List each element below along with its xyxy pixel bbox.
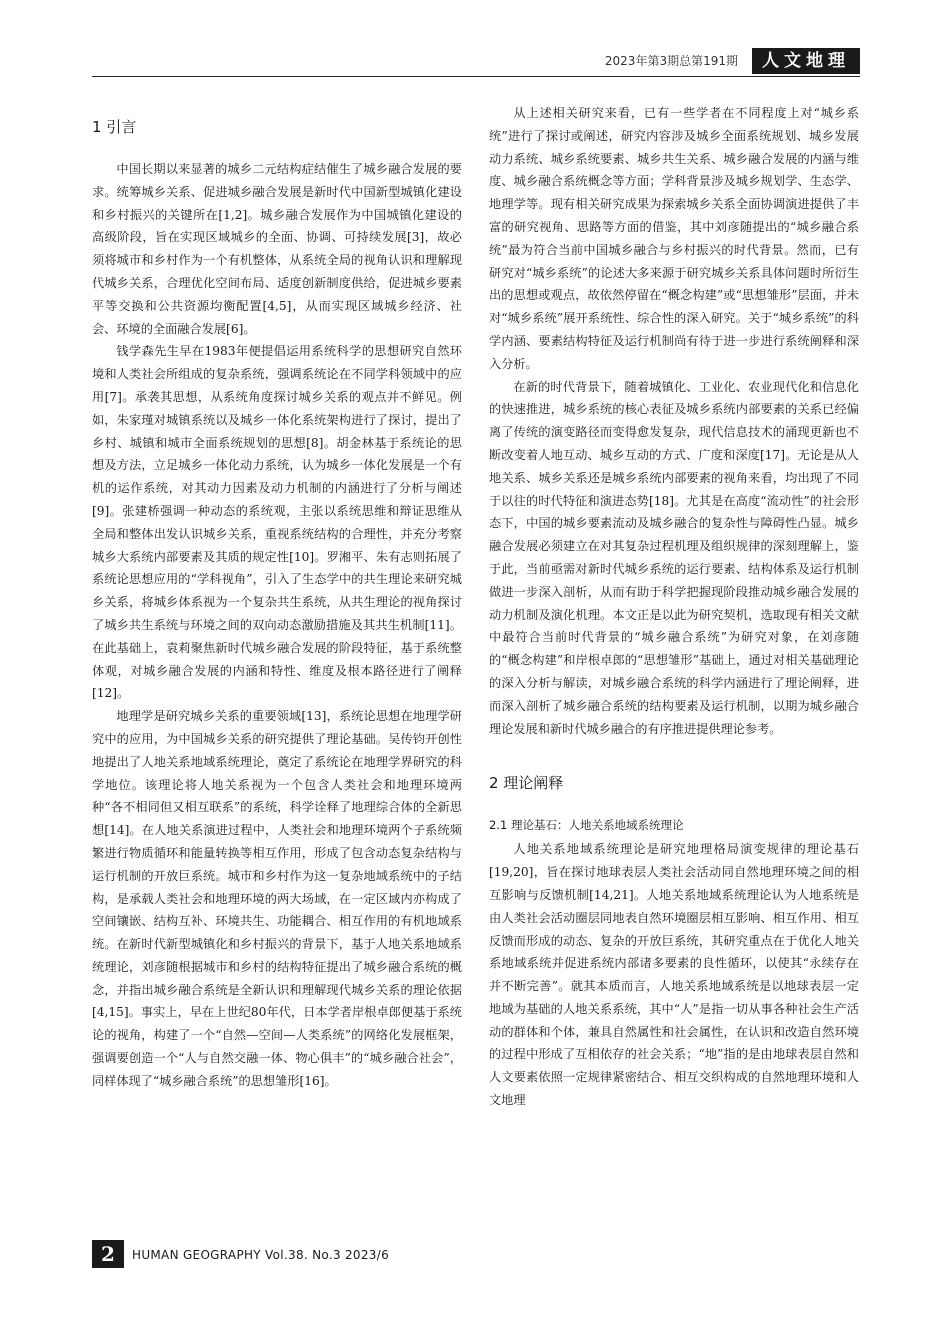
body-paragraph: 在新的时代背景下，随着城镇化、工业化、农业现代化和信息化的快速推进，城乡系统的核心表征及城乡系统内部要素的关系已经偏离了传统的演变路径而变得愈发复杂，现代信息技术的涌现更新也不断改变着人地互动、城乡互动的方式、广度和深度[17]。无论是从人地关系、城乡关系还是城乡系统内部要素的视角来看，均出现了不同于以往的时代特征和演进态势[18]。尤其是在高度“流动性”的社会形态下，中国的城乡要素流动及城乡融合的复杂性与障碍性凸显。城乡融合发展必须建立在对其复杂过程机理及组织规律的深刻理解上，鉴于此，当前亟需对新时代城乡系统的运行要素、结构体系及运行机制做进一步深入剖析，从而有助于科学把握现阶段推动城乡融合发展的动力机制及演化机理。本文正是以此为研究契机，选取现有相关文献中最符合当前时代背景的“城乡融合系统”为研究对象，在刘彦随的“概念构建”和岸根卓郎的“思想雏形”基础上，通过对相关基础理论的深入分析与解读，对城乡融合系统的科学内涵进行了理论阐释，进而深入剖析了城乡融合系统的结构要素及运行机制，以期为城乡融合理论发展和新时代城乡融合的有序推进提供理论参考。 — [489, 379, 859, 736]
subsection-heading: 2.1 理论基石：人地关系地域系统理论 — [489, 818, 684, 833]
journal-citation: HUMAN GEOGRAPHY Vol.38. No.3 2023/6 — [132, 1248, 390, 1262]
section-spacer — [489, 740, 859, 758]
body-paragraph: 人地关系地域系统理论是研究地理格局演变规律的理论基石[19,20]，旨在探讨地球表层人类社会活动同自然地理环境之间的相互影响与反馈机制[14,21]。人地关系地域系统理论认为人地系统是由人类社会活动圈层同地表自然环境圈层相互影响、相互作用、相互反馈而形成的动态、复杂的开放巨系统，其研究重点在于优化人地关系地域系统并促进系统内部诸多要素的良性循环，以使其“永续存在并不断完善”。就其本质而言，人地关系地域系统是以地球表层一定地域为基础的人地关系系统，其中“人”是指一切从事各种社会生产活动的群体和个体，兼具自然属性和社会属性，在认识和改造自然环境的过程中形成了互相依存的社会关系；“地”指的是由地球表层自然和人文要素依照一定规律紧密结合、相互交织构成的自然地理环境和人文地理 — [489, 842, 859, 1108]
left-column — [92, 102, 462, 1242]
body-paragraph: 中国长期以来显著的城乡二元结构症结催生了城乡融合发展的要求。统筹城乡关系、促进城乡融合发展是新时代中国新型城镇化建设和乡村振兴的关键所在[1,2]。城乡融合发展作为中国城镇化建设的高级阶段，旨在实现区域城乡的全面、协调、可持续发展[3]，故必须将城市和乡村作为一个有机整体，从系统全局的视角认识和理解现代城乡关系，合理优化空间布局、适度创新制度供给，促进城乡要素平等交换和公共资源均衡配置[4,5]，从而实现区域城乡经济、社会、环境的全面融合发展[6]。 — [92, 162, 462, 336]
section-heading-theory: 2 理论阐释 — [489, 774, 564, 793]
body-paragraph: 从上述相关研究来看，已有一些学者在不同程度上对“城乡系统”进行了探讨或阐述，研究内容涉及城乡全面系统规划、城乡发展动力系统、城乡系统要素、城乡共生关系、城乡融合发展的内涵与维度、城乡融合系统概念等方面；学科背景涉及城乡规划学、生态学、地理学等。现有相关研究成果为探索城乡关系全面协调演进提供了丰富的研究视角、思路等方面的借鉴，其中刘彦随提出的“城乡融合系统”最为符合当前中国城乡融合与乡村振兴的时代背景。然而，已有研究对“城乡系统”的论述大多来源于研究城乡关系具体问题时所衍生出的思想或观点，故依然停留在“概念构建”或“思想雏形”层面，并未对“城乡系统”展开系统性、综合性的深入研究。关于“城乡系统”的科学内涵、要素结构特征及运行机制尚有待于进一步进行系统阐释和深入分析。 — [489, 106, 859, 371]
page-number: 2 — [92, 1240, 124, 1268]
running-header — [92, 48, 860, 76]
body-paragraph: 钱学森先生早在1983年便提倡运用系统科学的思想研究自然环境和人类社会所组成的复杂系统，强调系统论在不同学科领域中的应用[7]。承袭其思想，从系统角度探讨城乡关系的观点并不鲜见。例如，朱家瑾对城镇系统以及城乡一体化系统架构进行了探讨，提出了乡村、城镇和城市全面系统规划的思想[8]。胡金林基于系统论的思想及方法，立足城乡一体化动力系统，认为城乡一体化发展是一个有机的运作系统，对其动力因素及动力机制的内涵进行了分析与阐述[9]。张建桥强调一种动态的系统观，主张以系统思维和辩证思维从全局和整体出发认识城乡关系，重视系统结构的合理性，并充分考察城乡大系统内部要素及其质的规定性[10]。罗湘平、朱有志则拓展了系统论思想应用的“学科视角”，引入了生态学中的共生理论来研究城乡关系，将城乡体系视为一个复杂共生系统，从共生理论的视角探讨了城乡共生系统与环境之间的双向动态激励措施及其共生机制[11]。在此基础上，袁莉聚焦新时代城乡融合发展的阶段特征，基于系统整体观，对城乡融合发展的内涵和特性、维度及根本路径进行了阐释[12]。 — [92, 344, 462, 701]
body-paragraph: 地理学是研究城乡关系的重要领域[13]，系统论思想在地理学研究中的应用，为中国城乡关系的研究提供了理论基础。吴传钧开创性地提出了人地关系地域系统理论，奠定了系统论在地理学界研究的科学地位。该理论将人地关系视为一个包含人类社会和地理环境两种“各不相同但又相互联系”的系统，科学诠释了地理综合体的全新思想[14]。在人地关系演进过程中，人类社会和地理环境两个子系统频繁进行物质循环和能量转换等相互作用，形成了包含动态复杂结构与运行机制的开放巨系统。城市和乡村作为这一复杂地域系统中的子结构，是承载人类社会和地理环境的两大场域，在一定区域内亦构成了空间镶嵌、结构互补、环境共生、功能耦合、相互作用的有机地域系统。在新时代新型城镇化和乡村振兴的背景下，基于人地关系地域系统理论，刘彦随根据城市和乡村的结构特征提出了城乡融合系统的概念，并指出城乡融合系统是全新认识和理解现代城乡关系的理论依据[4,15]。事实上，早在上世纪80年代，日本学者岸根卓郎便基于系统论的视角，构建了一个“自然—空间—人类系统”的网络化发展框架，强调要创造一个“人与自然交融一体、物心俱丰”的“城乡融合社会”，同样体现了“城乡融合系统”的思想雏形[16]。 — [92, 709, 462, 1088]
right-column — [489, 102, 859, 1272]
section-heading-introduction: 1 引言 — [92, 118, 137, 136]
journal-masthead: 人文地理 — [752, 48, 860, 74]
header-rule — [92, 76, 860, 77]
issue-info: 2023年第3期总第191期 — [604, 54, 738, 68]
